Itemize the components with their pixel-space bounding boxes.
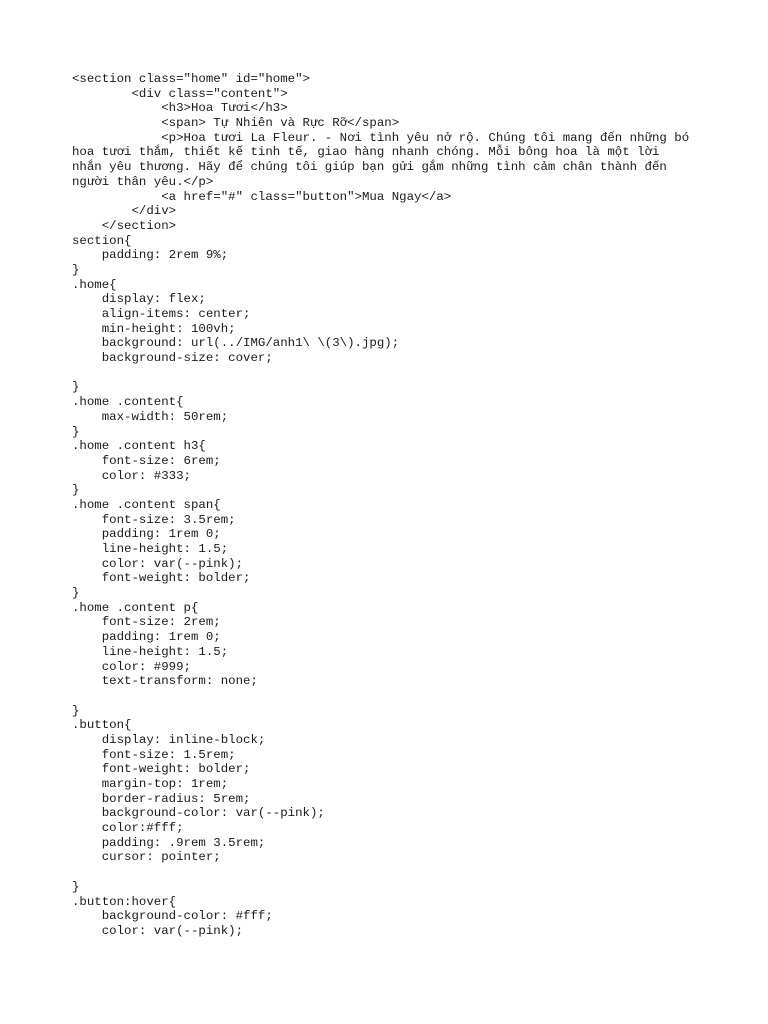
code-line: display: flex;	[72, 292, 206, 307]
code-line: line-height: 1.5;	[72, 542, 229, 556]
code-line: padding: 2rem 9%;	[72, 248, 229, 263]
code-line: }	[72, 586, 80, 601]
code-line: cursor: pointer;	[72, 850, 221, 865]
code-line: .button{	[72, 718, 132, 733]
code-line: background-size: cover;	[72, 351, 273, 366]
code-line: display: inline-block;	[72, 732, 266, 747]
code-line: <p>Hoa tươi La Fleur. - Nơi tình yêu nở rộ. Chúng tôi mang đến những bó	[72, 130, 690, 145]
code-line: font-size: 3.5rem;	[72, 512, 236, 527]
code-line: <a href="#" class="button">Mua Ngay</a>	[72, 189, 452, 204]
code-line: padding: 1rem 0;	[72, 527, 221, 542]
code-line: }	[72, 380, 80, 395]
code-line: }	[72, 424, 80, 439]
code-line: font-weight: bolder;	[72, 762, 251, 777]
code-line: }	[72, 483, 80, 498]
code-line: người thân yêu.</p>	[72, 174, 214, 189]
code-line: color: #999;	[72, 659, 191, 674]
code-line: </section>	[72, 218, 177, 233]
code-line: margin-top: 1rem;	[72, 777, 229, 791]
code-line: color: var(--pink);	[72, 556, 244, 571]
code-line: padding: 1rem 0;	[72, 630, 221, 645]
code-line: font-size: 6rem;	[72, 453, 221, 468]
code-line: .home .content h3{	[72, 439, 206, 454]
code-line: color: var(--pink);	[72, 923, 244, 938]
code-line: <div class="content">	[72, 86, 288, 101]
code-line: font-weight: bolder;	[72, 571, 251, 586]
code-line: background-color: var(--pink);	[72, 806, 325, 821]
code-line: max-width: 50rem;	[72, 409, 229, 424]
code-line: <h3>Hoa Tươi</h3>	[72, 101, 288, 116]
code-line: text-transform: none;	[72, 674, 258, 689]
code-line: color:#fff;	[72, 821, 184, 836]
code-line: font-size: 2rem;	[72, 615, 221, 630]
code-line: hoa tươi thắm, thiết kế tinh tế, giao hàng nhanh chóng. Mỗi bông hoa là một lời	[72, 145, 660, 160]
code-line: color: #333;	[72, 468, 191, 483]
code-line: min-height: 100vh;	[72, 321, 236, 336]
code-line: </div>	[72, 204, 177, 219]
code-listing	[72, 72, 712, 939]
code-line: line-height: 1.5;	[72, 644, 229, 659]
code-line: <span> Tự Nhiên và Rực Rỡ</span>	[72, 116, 400, 131]
code-line: background-color: #fff;	[72, 909, 273, 924]
code-line	[72, 366, 712, 381]
code-line: .home .content span{	[72, 497, 221, 512]
code-line: .home{	[72, 277, 117, 292]
code-line	[72, 865, 712, 880]
code-line: }	[72, 703, 80, 718]
code-line	[72, 689, 712, 704]
code-line: .button:hover{	[72, 894, 177, 909]
code-line: }	[72, 262, 80, 277]
code-line: padding: .9rem 3.5rem;	[72, 835, 266, 850]
code-line: .home .content{	[72, 395, 184, 410]
code-line: <section class="home" id="home">	[72, 72, 310, 86]
code-line: section{	[72, 233, 132, 248]
code-line: border-radius: 5rem;	[72, 791, 251, 806]
code-line: background: url(../IMG/anh1\ \(3\).jpg);	[72, 336, 400, 351]
code-line: align-items: center;	[72, 307, 251, 321]
code-line: .home .content p{	[72, 600, 199, 615]
code-line: nhắn yêu thương. Hãy để chúng tôi giúp bạn gửi gắm những tình cảm chân thành đến	[72, 160, 667, 175]
code-line: }	[72, 879, 80, 894]
code-line: font-size: 1.5rem;	[72, 747, 236, 762]
